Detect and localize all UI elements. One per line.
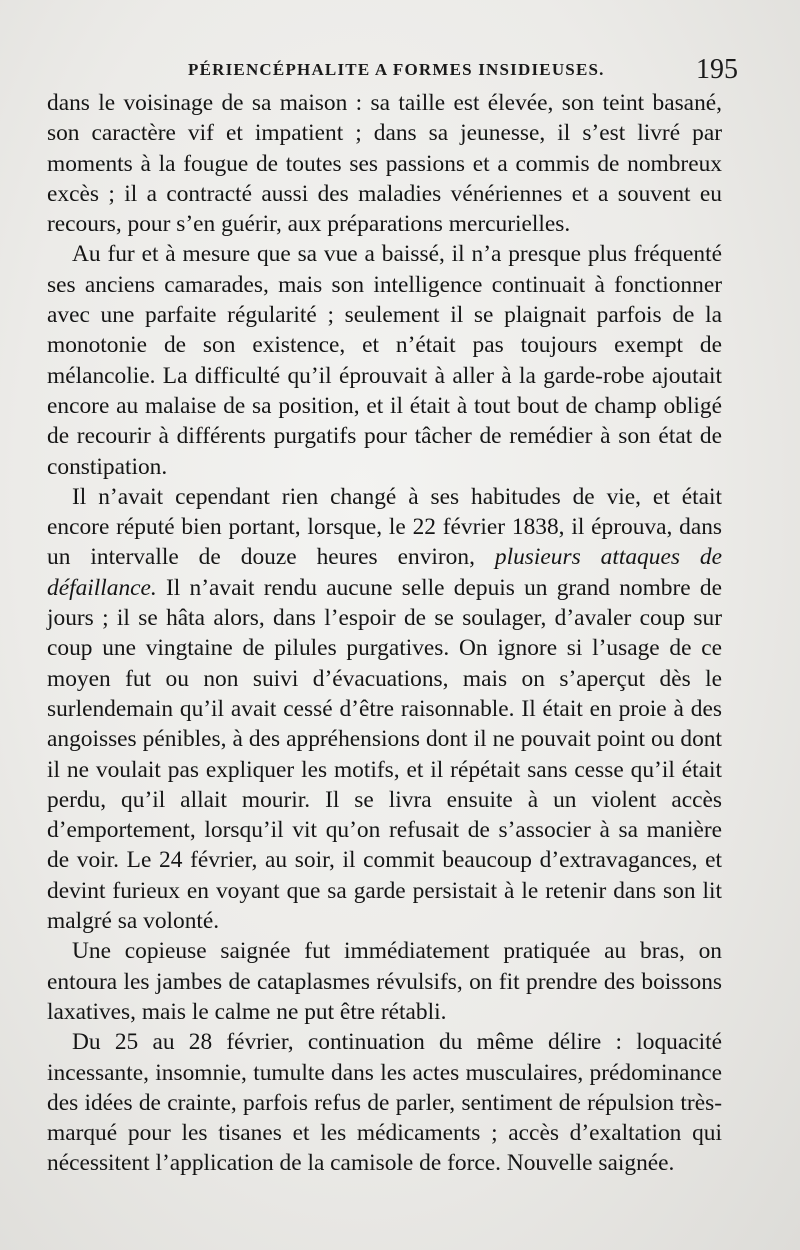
paragraph-3-text-before: Il n’avait cependant rien changé à ses habitudes de vie, et était encore réputé bien portant, lorsque, le 22 février 1838, il éprouva, dans un intervalle de douze heures environ, (47, 483, 722, 571)
running-title: PÉRIENCÉPHALITE A FORMES INSIDIEUSES. (188, 60, 605, 79)
paragraph-3-italic-phrase: plusieurs attaques de défaillance. (47, 544, 722, 601)
paragraph-2: Au fur et à mesure que sa vue a baissé, il n’a presque plus fréquenté ses anciens camarades, mais son intelligence continuait à fonctionner avec une parfaite régularité ; seulement il se plaignait parfois de la monotonie de son existence, et n’était pas toujours exempt de mélancolie. La difficulté qu’il éprouvait à aller à la garde-robe ajoutait encore au malaise de sa position, et il était à tout bout de champ obligé de recourir à différents purgatifs pour tâcher de remédier à son état de constipation. (47, 241, 722, 480)
paragraph-1: dans le voisinage de sa maison : sa taille est élevée, son teint basané, son caractère vif et impatient ; dans sa jeunesse, il s’est livré par moments à la fougue de toutes ses passions et a commis de nombreux excès ; il a contracté aussi des maladies vénériennes et a souvent eu recours, pour s’en guérir, aux préparations mercurielles. (47, 90, 722, 238)
paragraph-4: Une copieuse saignée fut immédiatement pratiquée au bras, on entoura les jambes de cataplasmes révulsifs, on fit prendre des boissons laxatives, mais le calme ne put être rétabli. (47, 938, 722, 1025)
body-text (47, 88, 722, 1179)
paragraph-5: Du 25 au 28 février, continuation du même délire : loquacité incessante, insomnie, tumulte dans les actes musculaires, prédominance des idées de crainte, parfois refus de parler, sentiment de répulsion très-marqué pour les tisanes et les médicaments ; accès d’exaltation qui nécessitent l’application de la camisole de force. Nouvelle saignée. (47, 1029, 722, 1177)
paragraph-3 (47, 482, 722, 936)
page-header (0, 54, 800, 86)
paragraph-3-text-after: Il n’avait rendu aucune selle depuis un grand nombre de jours ; il se hâta alors, dans l’espoir de se soulager, d’avaler coup sur coup une vingtaine de pilules purgatives. On ignore si l’usage de ce moyen fut ou non suivi d’évacuations, mais on s’aperçut dès le surlendemain qu’il avait cessé d’être raisonnable. Il était en proie à des angoisses pénibles, à des appréhensions dont il ne pouvait point ou dont il ne voulait pas expliquer les motifs, et il répétait sans cesse qu’il était perdu, qu’il allait mourir. Il se livra ensuite à un violent accès d’emportement, lorsqu’il vit qu’on refusait de s’associer à sa manière de voir. Le 24 février, au soir, il commit beaucoup d’extravagances, et devint furieux en voyant que sa garde persistait à le retenir dans son lit malgré sa volonté. (47, 574, 722, 935)
page-number: 195 (696, 54, 738, 85)
